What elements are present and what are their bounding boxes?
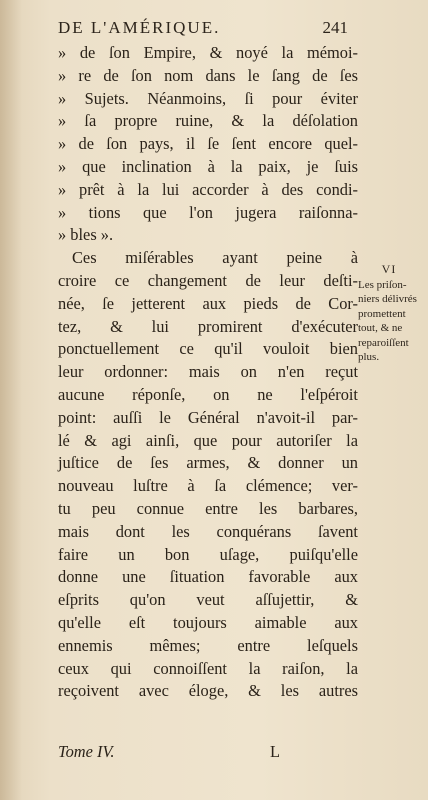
text-line: tez, & lui promirent d'exécuter [58,316,358,336]
text-line: » tions que l'on jugera raiſonna- [58,202,358,222]
text-line: qu'elle eſt toujours aimable aux [58,612,358,632]
marginal-note-line: reparoiſſent [358,336,409,349]
text-line: ponctuellement ce qu'il vouloit bien [58,339,358,359]
running-head-title: DE L'AMÉRIQUE. [58,18,221,37]
text-line: croire ce changement de leur deſti- [58,270,358,290]
marginal-note-line: Les priſon- [358,278,407,291]
text-line: » que inclination à la paix, je ſuis [58,156,358,176]
marginal-note [358,262,420,365]
text-line: » de ſon Empire, & noyé la mémoi- [58,43,358,62]
running-head [58,18,348,40]
text-line: » ſa propre ruine, & la déſolation [58,111,358,131]
volume-label: Tome IV. [58,742,115,761]
main-text-block [58,42,358,703]
text-line: point: auſſi le Général n'avoit-il par- [58,407,358,427]
page-footer [58,742,358,766]
text-line: tu peu connue entre les barbares, [58,498,358,518]
text-line: » prêt à la lui accorder à des condi- [58,179,358,199]
marginal-note-number: VI [381,262,397,276]
marginal-note-line: plus. [358,351,380,363]
text-line: eſprits qu'on veut aſſujettir, & [58,590,358,610]
text-line: » bles ». [58,225,114,245]
text-line: faire un bon uſage, puiſqu'elle [58,544,358,564]
text-line: donne une ſituation favorable aux [58,567,358,587]
text-line: leur ordonner: mais on n'en reçut [58,362,358,382]
text-line: Ces miſérables ayant peine à [72,248,358,268]
gutter-shadow [0,0,22,800]
text-line: lé & agi ainſi, que pour autoriſer la [58,430,358,450]
marginal-note-line: tout, & ne [358,322,403,334]
marginal-note-line: niers délivrés [358,293,417,305]
text-line: née, ſe jetterent aux pieds de Cor- [58,293,358,313]
signature-mark: L [270,742,281,761]
text-line: ceux qui connoiſſent la raiſon, la [58,658,358,678]
text-line: » re de ſon nom dans le ſang de ſes [58,65,358,85]
text-line: mais dont les conquérans ſavent [58,521,358,541]
text-line: » Sujets. Néanmoins, ſi pour éviter [58,88,358,108]
text-line: juſtice de ſes armes, & donner un [58,453,358,473]
page-number: 241 [322,18,348,37]
text-line: ennemis mêmes; entre leſquels [58,635,358,655]
text-line: reçoivent avec éloge, & les autres [58,681,358,701]
text-line: » de ſon pays, il ſe ſent encore quel- [58,134,358,154]
text-line: nouveau luſtre à ſa clémence; ver- [58,476,358,496]
marginal-note-line: promettent [358,307,406,320]
text-line: aucune réponſe, on ne l'eſpéroit [58,384,358,404]
